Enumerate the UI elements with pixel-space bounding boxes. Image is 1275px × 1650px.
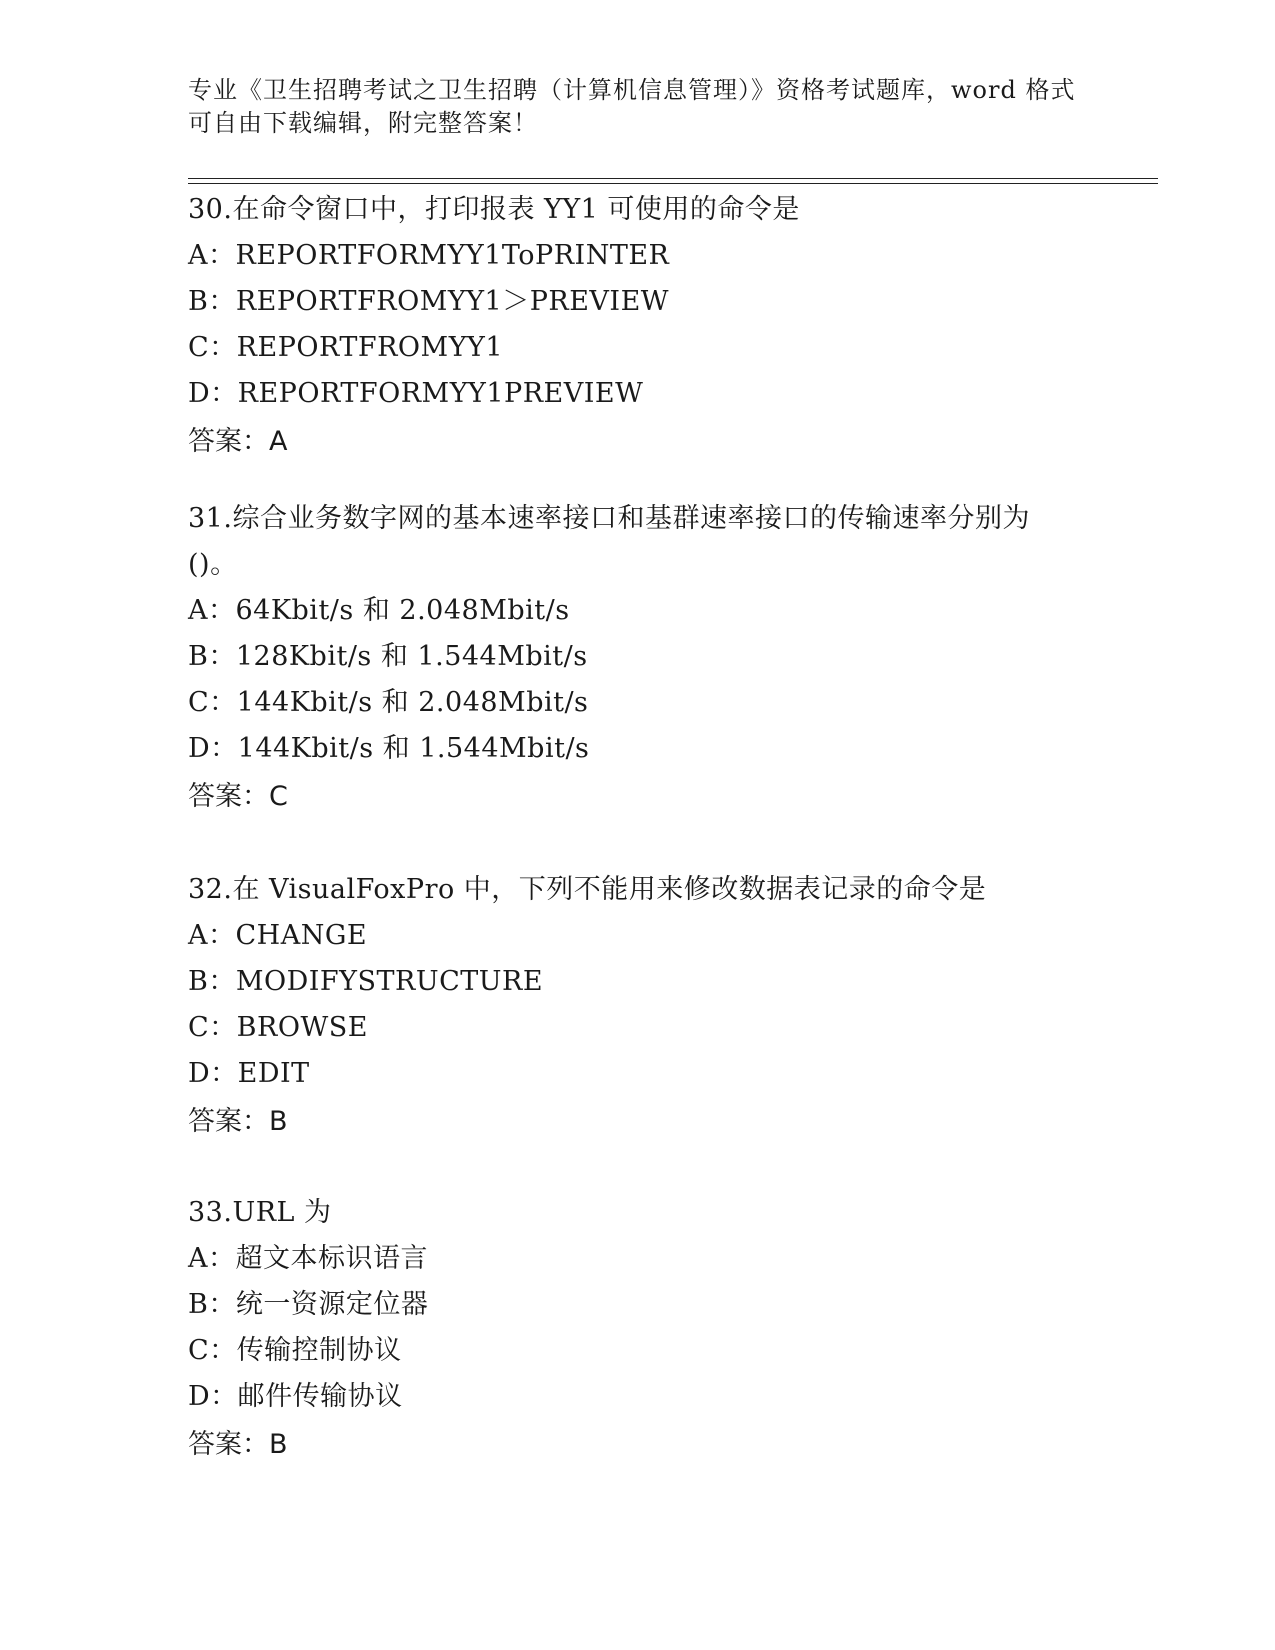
answer: 答案：A bbox=[188, 426, 288, 457]
question-33 bbox=[188, 1190, 1088, 1468]
header-line-1: 专业《卫生招聘考试之卫生招聘（计算机信息管理）》资格考试题库，word 格式 bbox=[188, 76, 1076, 104]
option-c: C：REPORTFROMYY1 bbox=[188, 332, 504, 363]
header-divider-top bbox=[188, 178, 1158, 179]
option-b: B：128Kbit/s 和 1.544Mbit/s bbox=[188, 641, 588, 672]
option-d: D：REPORTFORMYY1PREVIEW bbox=[188, 378, 644, 409]
option-c: C：144Kbit/s 和 2.048Mbit/s bbox=[188, 687, 589, 718]
header-line-2: 可自由下载编辑，附完整答案！ bbox=[188, 109, 538, 137]
header-divider-bottom bbox=[188, 183, 1158, 184]
option-a: A：REPORTFORMYY1ToPRINTER bbox=[188, 240, 670, 271]
question-text: 31.综合业务数字网的基本速率接口和基群速率接口的传输速率分别为()。 bbox=[188, 503, 1030, 580]
option-a: A：CHANGE bbox=[188, 920, 368, 951]
question-32 bbox=[188, 867, 1088, 1145]
question-31 bbox=[188, 496, 1068, 820]
option-a: A：64Kbit/s 和 2.048Mbit/s bbox=[188, 595, 570, 626]
option-c: C：BROWSE bbox=[188, 1012, 368, 1043]
option-b: B：统一资源定位器 bbox=[188, 1289, 429, 1320]
question-text: 33.URL 为 bbox=[188, 1197, 332, 1228]
option-b: B：REPORTFROMYY1＞PREVIEW bbox=[188, 286, 670, 317]
document-header bbox=[188, 74, 1088, 140]
option-a: A：超文本标识语言 bbox=[188, 1243, 428, 1274]
option-d: D：144Kbit/s 和 1.544Mbit/s bbox=[188, 733, 590, 764]
option-b: B：MODIFYSTRUCTURE bbox=[188, 966, 544, 997]
option-d: D：邮件传输协议 bbox=[188, 1381, 403, 1412]
answer: 答案：C bbox=[188, 781, 288, 812]
option-c: C：传输控制协议 bbox=[188, 1335, 402, 1366]
answer: 答案：B bbox=[188, 1106, 288, 1137]
question-30 bbox=[188, 187, 1088, 465]
answer: 答案：B bbox=[188, 1429, 288, 1460]
question-text: 30.在命令窗口中，打印报表 YY1 可使用的命令是 bbox=[188, 194, 800, 225]
option-d: D：EDIT bbox=[188, 1058, 310, 1089]
question-text: 32.在 VisualFoxPro 中，下列不能用来修改数据表记录的命令是 bbox=[188, 874, 987, 905]
